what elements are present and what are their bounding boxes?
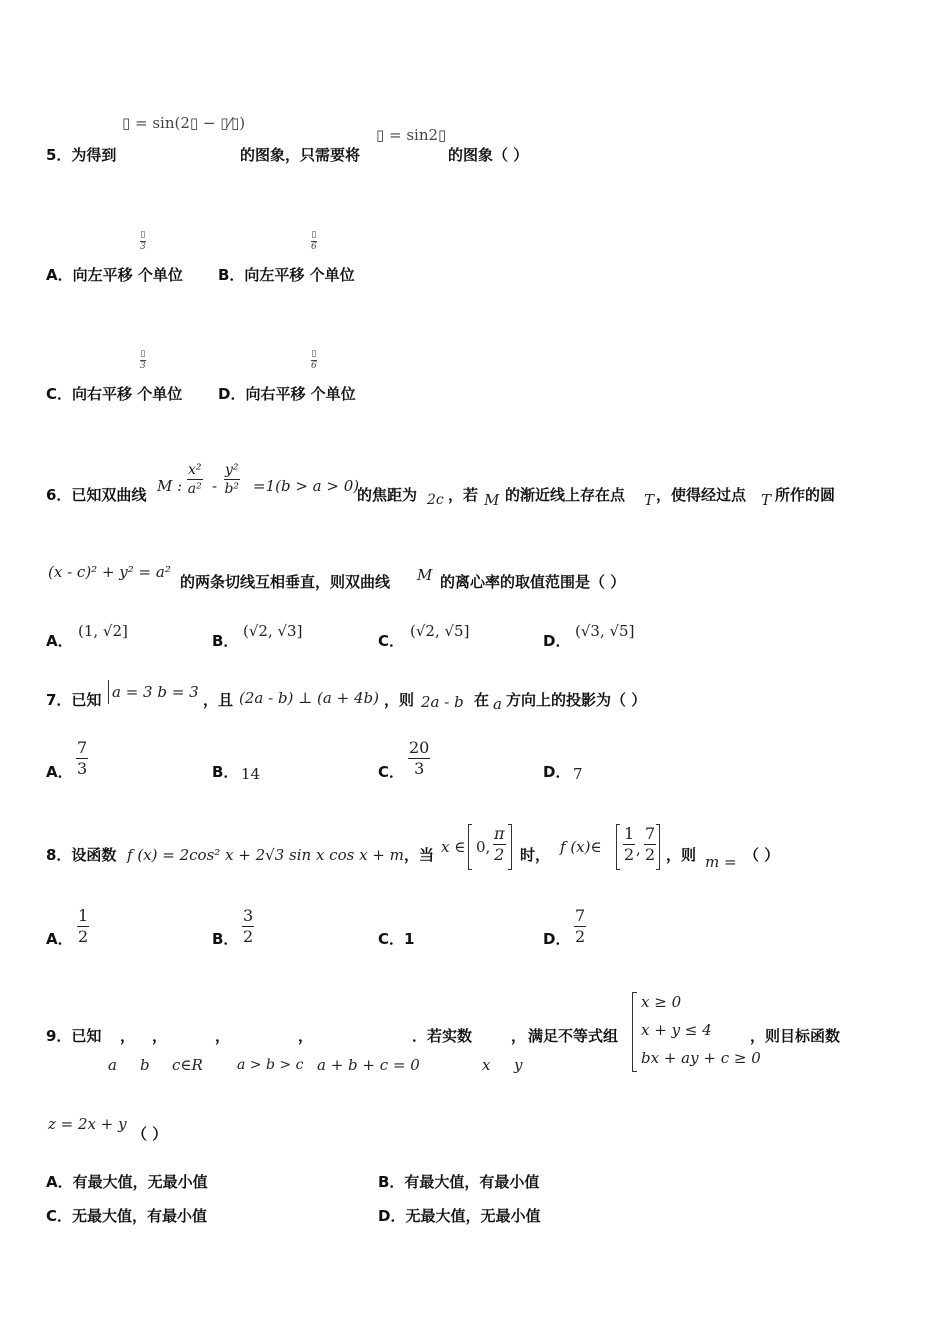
- q8-option-b[interactable]: 3 2: [243, 906, 254, 946]
- q9-option-a[interactable]: A．有最大值，无最小值: [46, 1173, 208, 1191]
- q9-inequality-1: a > b > c: [237, 1057, 304, 1073]
- q6-opt-d-label[interactable]: D．: [543, 632, 571, 650]
- q5-option-a[interactable]: A．向左平移 个单位: [46, 266, 183, 284]
- q9-text-1: ．若实数: [412, 1027, 473, 1045]
- q8-range-comma: ,: [636, 840, 641, 858]
- q9-option-c[interactable]: C．无最大值，有最小值: [46, 1207, 208, 1225]
- q6-opt-b-label[interactable]: B．: [212, 632, 239, 650]
- q8-range-low: 1 2: [624, 824, 635, 864]
- q6-text-3: 的渐近线上存在点: [505, 486, 626, 504]
- q8-domain-zero: 0,: [476, 838, 491, 856]
- q5-opt-a-frac: ▯ 3: [140, 230, 146, 252]
- q7-vector-a: a: [493, 695, 502, 713]
- q8-domain-pi-frac: π 2: [494, 824, 505, 864]
- q6-circle: (x - c)² + y² = a²: [48, 563, 171, 581]
- q6-option-a[interactable]: (1, √2]: [78, 622, 128, 640]
- q5-target-formula: ▯ = sin(2▯ − ▯⁄▯): [122, 114, 246, 132]
- q9-text-3: ，则目标函数: [750, 1027, 841, 1045]
- q6-number: 6．已知双曲线: [46, 486, 147, 504]
- q6-focal: 2c: [427, 492, 444, 508]
- q8-text-1: ，当: [404, 846, 435, 864]
- q9-comma-3: ，: [215, 1027, 231, 1045]
- q7-opt-d-label[interactable]: D．: [543, 763, 571, 781]
- q7-vector: 2a - b: [421, 693, 464, 711]
- q6-curve-name: M :: [157, 477, 183, 495]
- q7-text-2: ，则: [384, 691, 415, 709]
- q7-opt-c-label[interactable]: C．: [378, 763, 405, 781]
- q8-range-right-bracket: [656, 824, 660, 870]
- q6-text-5: 所作的圆: [775, 486, 836, 504]
- q8-domain-right-bracket: [508, 824, 512, 870]
- q6-point-2: T: [761, 491, 772, 509]
- q9-comma-5: ，: [511, 1027, 527, 1045]
- q6-minus: -: [212, 477, 218, 495]
- q7-text-4: 方向上的投影为（ ）: [506, 691, 647, 709]
- q5-opt-b-frac: ▯ 6: [311, 230, 317, 252]
- q9-comma-2: ，: [152, 1027, 168, 1045]
- q9-objective: z = 2x + y: [48, 1115, 127, 1133]
- q6-text-4: ，使得经过点: [656, 486, 747, 504]
- q8-option-d[interactable]: 7 2: [575, 906, 586, 946]
- q9-system-line-2: x + y ≤ 4: [641, 1021, 712, 1039]
- q6-option-d[interactable]: (√3, √5]: [575, 622, 635, 640]
- q6-option-c[interactable]: (√2, √5]: [410, 622, 470, 640]
- q5-number: 5．为得到: [46, 146, 117, 164]
- q8-number: 8．设函数: [46, 846, 117, 864]
- q9-var-b: b: [140, 1056, 150, 1074]
- q8-range-high: 7 2: [645, 824, 656, 864]
- q7-option-a[interactable]: 7 3: [77, 738, 88, 778]
- q9-system-line-1: x ≥ 0: [641, 993, 682, 1011]
- q6-text-7: 的离心率的取值范围是（ ）: [440, 573, 626, 591]
- q7-condition: a = 3 b = 3: [112, 683, 199, 701]
- q7-option-d[interactable]: 7: [573, 765, 583, 783]
- q8-opt-b-label[interactable]: B．: [212, 930, 239, 948]
- q9-comma-4: ，: [298, 1027, 314, 1045]
- q9-var-a: a: [108, 1056, 117, 1074]
- q9-text-2: 满足不等式组: [528, 1027, 619, 1045]
- q8-option-c[interactable]: C．1: [378, 930, 415, 948]
- q8-domain: x ∈: [441, 838, 466, 856]
- q6-text-6: 的两条切线互相垂直，则双曲线: [180, 573, 391, 591]
- q7-text-1: ，且: [203, 691, 234, 709]
- q6-text-1: 的焦距为: [357, 486, 418, 504]
- q8-text-4: （ ）: [744, 846, 780, 864]
- q9-var-c: c∈R: [172, 1056, 203, 1074]
- q8-function: f (x) = 2cos² x + 2√3 sin x cos x + m: [127, 846, 404, 864]
- q6-opt-a-label[interactable]: A．: [46, 632, 73, 650]
- q5-text-mid: 的图象，只需要将: [240, 146, 361, 164]
- q9-option-d[interactable]: D．无最大值，无最小值: [378, 1207, 541, 1225]
- q8-domain-left-bracket: [468, 824, 472, 870]
- q6-frac-y: y² b²: [224, 462, 240, 497]
- q6-m-2: M: [417, 566, 433, 584]
- q9-paren: （ ）: [132, 1125, 168, 1143]
- q9-option-b[interactable]: B．有最大值，有最小值: [378, 1173, 540, 1191]
- q7-option-c[interactable]: 20 3: [409, 738, 430, 778]
- q7-opt-a-label[interactable]: A．: [46, 763, 73, 781]
- q9-var-x: x: [482, 1056, 491, 1074]
- q8-text-2: 时，: [520, 846, 551, 864]
- q5-option-b[interactable]: B．向左平移 个单位: [218, 266, 355, 284]
- q7-opt-b-label[interactable]: B．: [212, 763, 239, 781]
- q5-opt-c-frac: ▯ 3: [140, 349, 146, 371]
- q9-number: 9．已知: [46, 1027, 102, 1045]
- q8-range-left-bracket: [616, 824, 620, 870]
- q8-option-a[interactable]: 1 2: [78, 906, 89, 946]
- q9-comma-1: ，: [120, 1027, 136, 1045]
- q5-option-c[interactable]: C．向右平移 个单位: [46, 385, 183, 403]
- q6-frac-x: x² a²: [187, 462, 202, 497]
- q7-perpendicular: (2a - b) ⊥ (a + 4b): [239, 689, 379, 707]
- q5-opt-d-frac: ▯ 6: [311, 349, 317, 371]
- q6-text-2: ，若: [448, 486, 479, 504]
- q6-eq-tail: =1(b > a > 0): [253, 477, 360, 495]
- q7-number: 7．已知: [46, 691, 102, 709]
- q9-system-line-3: bx + ay + c ≥ 0: [641, 1049, 761, 1067]
- q8-opt-a-label[interactable]: A．: [46, 930, 73, 948]
- q5-text-end: 的图象（ ）: [448, 146, 529, 164]
- q8-m: m =: [705, 853, 737, 871]
- q6-m-1: M: [484, 491, 500, 509]
- q9-var-y: y: [514, 1056, 523, 1074]
- q5-source-formula: ▯ = sin2▯: [376, 126, 447, 144]
- q5-option-d[interactable]: D．向右平移 个单位: [218, 385, 356, 403]
- q6-point-1: T: [644, 491, 655, 509]
- q8-range: f (x)∈: [560, 838, 602, 856]
- q6-option-b[interactable]: (√2, √3]: [243, 622, 303, 640]
- q7-option-b[interactable]: 14: [241, 765, 261, 783]
- q7-abs-bar: [108, 680, 109, 704]
- q7-text-3: 在: [474, 691, 490, 709]
- q8-opt-d-label[interactable]: D．: [543, 930, 571, 948]
- q9-inequality-2: a + b + c = 0: [317, 1056, 420, 1074]
- q8-text-3: ，则: [666, 846, 697, 864]
- q9-system-brace: [632, 992, 637, 1072]
- q6-opt-c-label[interactable]: C．: [378, 632, 405, 650]
